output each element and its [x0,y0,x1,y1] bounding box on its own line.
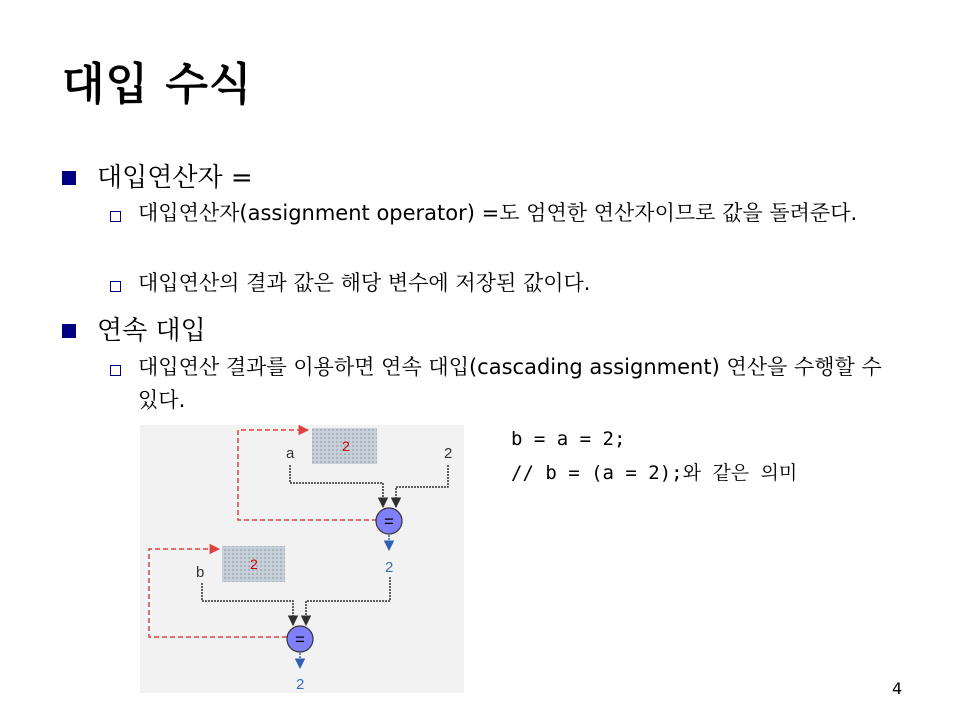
bullet-text: 대입연산의 결과 값은 해당 변수에 저장된 값이다. [138,271,591,295]
literal-2-label: 2 [444,445,453,462]
square-bullet-icon [62,171,76,185]
section-heading: 대입연산자 = [97,163,253,193]
var-b-label: b [196,564,205,581]
hollow-square-bullet-icon [110,281,121,292]
bullet-text: 대입연산자(assignment operator) =도 엄연한 연산자이므로 값을 돌려준다. [138,201,858,225]
box-a-value: 2 [342,438,350,454]
var-a-label: a [286,445,295,462]
op-top-symbol: = [384,512,394,531]
op-bottom-symbol: = [295,630,305,649]
code-comment: // b = (a = 2);와 같은 의미 [511,462,798,484]
page-number: 4 [892,679,903,698]
section-heading: 연속 대입 [97,316,206,346]
result-bottom: 2 [296,676,305,693]
result-top: 2 [385,559,394,576]
cascading-assignment-diagram [140,425,464,693]
code-line: b = a = 2; [511,428,626,450]
slide-title: 대입 수식 [62,59,253,110]
box-b-value: 2 [250,556,258,572]
hollow-square-bullet-icon [110,365,121,376]
bullet-text: 대입연산 결과를 이용하면 연속 대입(cascading assignment) 연산을 수행할 수 있다. [138,355,882,412]
square-bullet-icon [62,324,76,338]
hollow-square-bullet-icon [110,211,121,222]
